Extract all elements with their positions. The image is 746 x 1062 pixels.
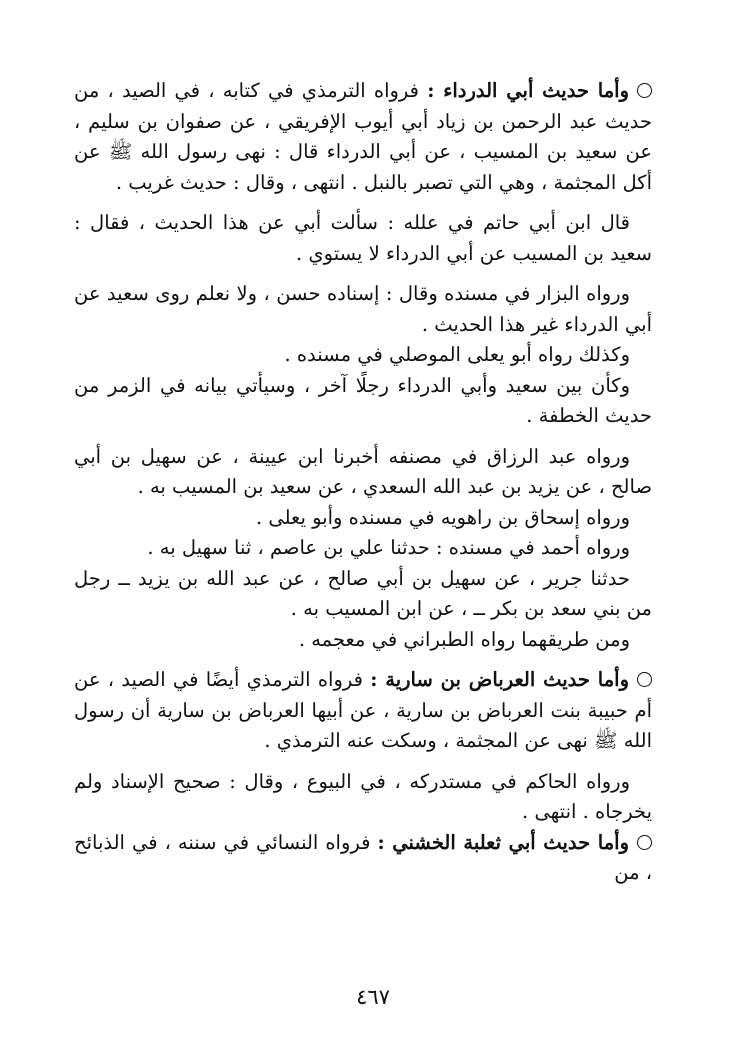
paragraph-text: ورواه أحمد في مسنده : حدثنا علي بن عاصم ، ثنا سهيل به . <box>147 536 630 559</box>
page-body <box>74 76 652 889</box>
paragraph-abu-thalaba <box>74 828 652 889</box>
paragraph-hakim <box>74 767 652 828</box>
paragraph-abd-al-razzaq <box>74 442 652 503</box>
circle-bullet-icon <box>637 83 652 98</box>
paragraph-text: وكأن بين سعيد وأبي الدرداء رجلًا آخر ، وسيأتي بيانه في الزمر من حديث الخطفة . <box>74 373 652 427</box>
circle-bullet-icon <box>637 672 652 687</box>
paragraph-text: ورواه إسحاق بن راهويه في مسنده وأبو يعلى . <box>255 505 630 529</box>
paragraph-text: وكذلك رواه أبو يعلى الموصلي في مسنده . <box>284 343 630 366</box>
paragraph-bazzar <box>74 279 652 340</box>
paragraph-text: فرواه الترمذي أيضًا في الصيد ، عن أم حبيبة بنت العرباض بن سارية ، عن أبيها العرباض بن سارية أن رسول الله ﷺ نهى عن المجثمة ، وسكت عنه الترمذي . <box>74 668 652 752</box>
paragraph-text: قال ابن أبي حاتم في علله : سألت أبي عن هذا الحديث ، فقال : سعيد بن المسيب عن أبي الدرداء لا يستوي . <box>74 211 652 265</box>
page-number: ٤٦٧ <box>356 985 390 1009</box>
paragraph-abu-yala <box>74 340 652 371</box>
circle-bullet-icon <box>637 835 652 850</box>
paragraph-text: فرواه الترمذي في كتابه ، في الصيد ، من حديث عبد الرحمن بن زياد أبي أيوب الإفريقي ، عن صفوان بن سليم ، عن سعيد بن المسيب ، عن أبي الدرداء قال : نهى رسول الله ﷺ عن أكل المجثمة ، وهي التي تصبر بالنبل . انتهى ، وقال : حديث غريب . <box>74 79 652 194</box>
paragraph-ahmad <box>74 533 652 564</box>
paragraph-heading: وأما حديث أبي الدرداء : <box>427 79 630 102</box>
paragraph-text: فرواه النسائي في سننه ، في الذبائح ، من <box>74 830 652 884</box>
paragraph-irbad <box>74 665 652 757</box>
paragraph-text: حدثنا جرير ، عن سهيل بن أبي صالح ، عن عبد الله بن يزيد ــ رجل من بني سعد بن بكر ــ ، عن ابن المسيب به . <box>74 566 652 620</box>
paragraph-heading: وأما حديث العرباض بن سارية : <box>370 668 629 691</box>
paragraph-text: ومن طريقهما رواه الطبراني في معجمه . <box>298 627 630 651</box>
paragraph-text: ورواه الحاكم في مستدركه ، في البيوع ، وقال : صحيح الإسناد ولم يخرجاه . انتهى . <box>74 769 652 823</box>
paragraph-khatfa <box>74 371 652 432</box>
paragraph-text: ورواه عبد الرزاق في مصنفه أخبرنا ابن عيينة ، عن سهيل بن أبي صالح ، عن يزيد بن عبد الله السعدي ، عن سعيد بن المسيب به . <box>74 444 652 498</box>
paragraph-heading: وأما حديث أبي ثعلبة الخشني : <box>377 830 629 854</box>
paragraph-ishaq <box>74 503 652 534</box>
paragraph-abu-darda <box>74 76 652 198</box>
paragraph-ibn-abi-hatim <box>74 208 652 269</box>
paragraph-text: ورواه البزار في مسنده وقال : إسناده حسن ، ولا نعلم روى سعيد عن أبي الدرداء غير هذا الحديث . <box>74 282 652 336</box>
paragraph-jarir <box>74 564 652 625</box>
paragraph-tabarani <box>74 625 652 656</box>
